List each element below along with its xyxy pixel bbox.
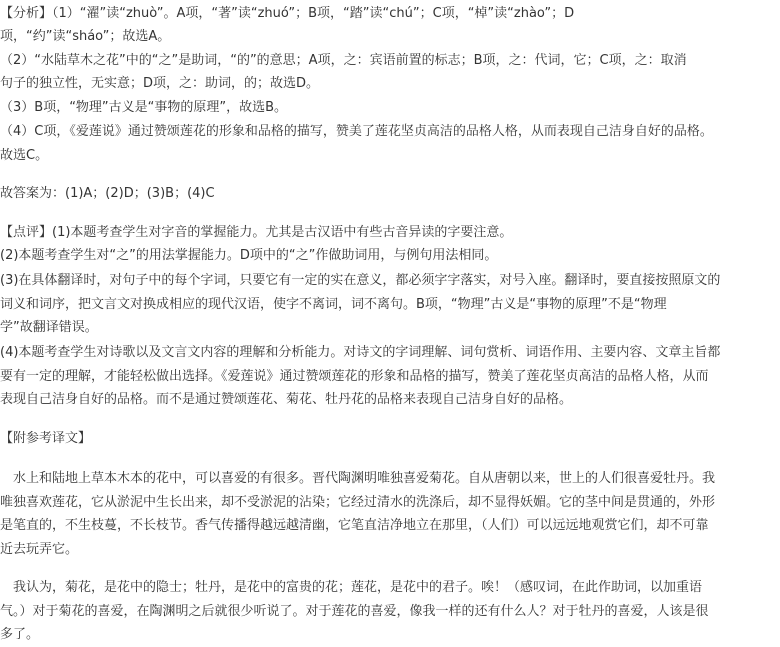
translation-line: 是笔直的，不生枝蔓，不长枝节。香气传播得越远越清幽，它笔直洁净地立在那里，（人们）可以远远地观赏它们，却不可靠 — [0, 518, 709, 533]
answer-line: 故答案为：(1)A；(2)D；(3)B；(4)C — [0, 186, 215, 201]
translation-line: 我认为，菊花，是花中的隐士；牡丹，是花中的富贵的花；莲花，是花中的君子。唉！（感叹词，在此作助词，以加重语 — [0, 580, 703, 595]
translation-line: 唯独喜欢莲花，它从淤泥中生长出来，却不受淤泥的沾染；它经过清水的洗涤后，却不显得妖媚。它的茎中间是贯通的，外形 — [0, 494, 716, 510]
translation-heading: 【附参考译文】 — [0, 431, 92, 446]
comment-line: (2)本题考查学生对“之”的用法掌握能力。D项中的“之”作做助词用，与例句用法相同。 — [0, 248, 498, 263]
translation-line: 气。）对于菊花的喜爱，在陶渊明之后就很少听说了。对于莲花的喜爱，像我一样的还有什么人？对于牡丹的喜爱，人该是很 — [0, 603, 709, 619]
analysis-line: 【分析】（1）“濯”读“zhuò”。A项，“著”读“zhuó”；B项，“踏”读“chú”；C项，“棹”读“zhào”；D — [0, 6, 575, 21]
comment-line: 要有一定的理解，才能轻松做出选择。《爱莲说》通过赞颂莲花的形象和品格的描写，赞美了莲花坚贞高洁的品格人格，从而 — [0, 369, 709, 384]
analysis-line: （3）B项，“物理”古义是“事物的原理”，故选B。 — [0, 100, 288, 115]
translation-line: 多了。 — [0, 627, 40, 642]
comment-line: 学”故翻译错误。 — [0, 320, 98, 335]
comment-line: 【点评】(1)本题考查学生对字音的掌握能力。尤其是古汉语中有些古音异读的字要注意。 — [0, 225, 513, 240]
translation-line: 水上和陆地上草本木本的花中，可以喜爱的有很多。晋代陶渊明唯独喜爱菊花。自从唐朝以来，世上的人们很喜爱牡丹。我 — [0, 471, 716, 486]
analysis-line: （4）C项，《爱莲说》通过赞颂莲花的形象和品格的描写，赞美了莲花坚贞高洁的品格人格，从而表现自己洁身自好的品格。 — [0, 124, 713, 139]
translation-paragraph-1 — [0, 467, 778, 561]
translation-paragraph-2 — [0, 576, 778, 647]
comment-line: 词义和词序，把文言文对换成相应的现代汉语，使字不离词，词不离句。B项，“物理”古义是“事物的原理”不是“物理 — [0, 297, 667, 312]
comment-line: 表现自己洁身自好的品格。而不是通过赞颂莲花、菊花、牡丹花的品格来表现自己洁身自好的品格。 — [0, 392, 573, 407]
analysis-line: （2）“水陆草木之花”中的“之”是助词，“的”的意思；A项，之：宾语前置的标志；B项，之：代词，它；C项，之：取消 — [0, 53, 687, 68]
comment-line: (3)在具体翻译时，对句子中的每个字词，只要它有一定的实在意义，都必须字字落实，对号入座。翻译时，要直接按照原文的 — [0, 273, 721, 288]
analysis-line: 句子的独立性，无实意；D项，之：助词，的；故选D。 — [0, 76, 320, 91]
translation-line: 近去玩弄它。 — [0, 541, 79, 557]
analysis-line: 故选C。 — [0, 148, 49, 163]
analysis-line: 项，“约”读“sháo”；故选A。 — [0, 29, 171, 44]
comment-line: (4)本题考查学生对诗歌以及文言文内容的理解和分析能力。对诗文的字词理解、词句赏析、词语作用、主要内容、文章主旨都 — [0, 345, 721, 360]
